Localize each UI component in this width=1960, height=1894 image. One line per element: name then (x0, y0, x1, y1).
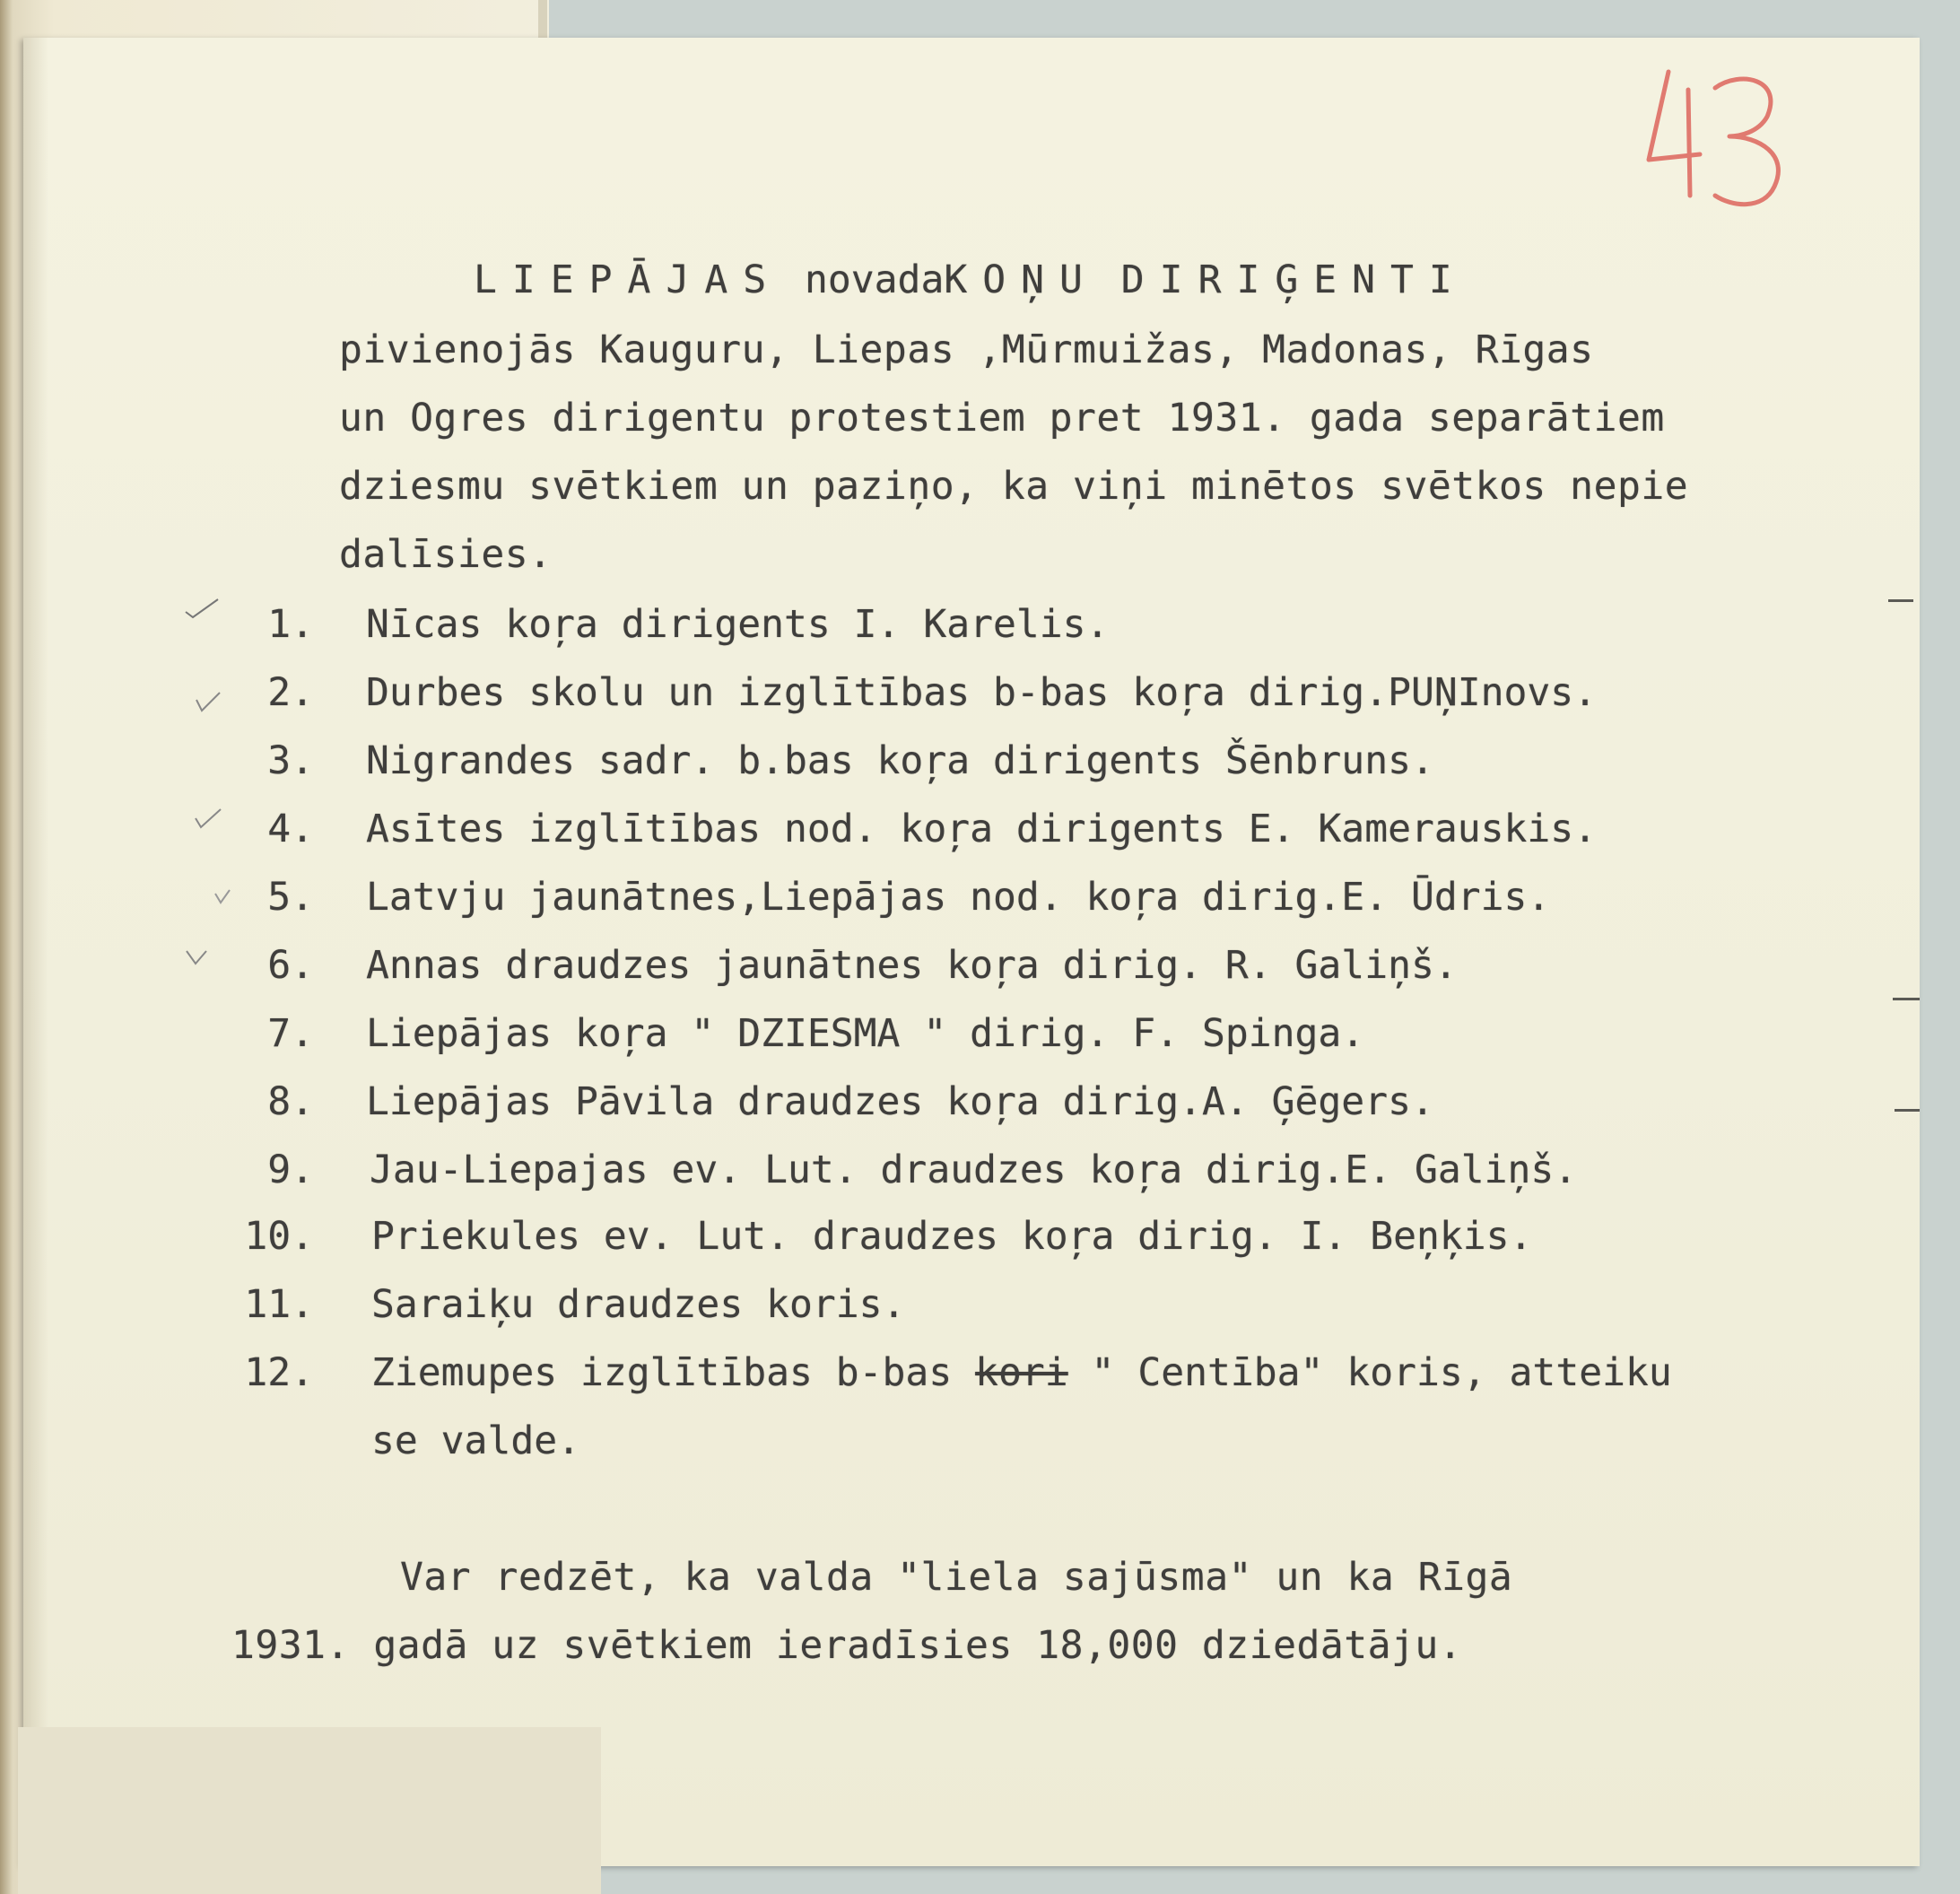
margin-mark (1888, 599, 1913, 602)
margin-mark (1893, 998, 1920, 1000)
title-word-novada: novada (805, 257, 945, 302)
closing-line-1: Var redzēt, ka valda "liela sajūsma" un ka Rīgā (400, 1555, 1513, 1600)
intro-line-1: pivienojās Kauguru, Liepas ,Mūrmuižas, Madonas, Rīgas (339, 327, 1594, 372)
intro-line-4: dalīsies. (339, 532, 553, 577)
item-number: 2. (267, 670, 314, 715)
item-number: 8. (267, 1079, 314, 1124)
item-number: 5. (267, 875, 314, 920)
item-number: 6. (267, 943, 314, 988)
list-item: Durbes skolu un izglītības b-bas koŗa dirig.PUŅInovs. (366, 670, 1598, 715)
item-number: 12. (244, 1350, 314, 1395)
list-item (371, 1351, 1672, 1394)
item-number: 4. (267, 807, 314, 851)
check-mark-icon (184, 598, 220, 619)
list-item: Jau-Liepajas ev. Lut. draudzes koŗa dirig.E. Galiņš. (370, 1148, 1578, 1192)
title-conductors: DIRIĢENTI (1120, 257, 1468, 302)
list-item: Saraiķu draudzes koris. (371, 1282, 906, 1327)
list-item-continuation: se valde. (371, 1418, 580, 1463)
list-item: Latvju jaunātnes,Liepājas nod. koŗa dirig.E. Ūdris. (366, 875, 1551, 920)
item-number: 1. (267, 602, 314, 647)
item-text: Ziemupes izglītības b-bas (371, 1350, 953, 1395)
list-item: Annas draudzes jaunātnes koŗa dirig. R. Galiņš. (366, 943, 1458, 988)
intro-line-2: un Ogres dirigentu protestiem pret 1931. gada separātiem (339, 396, 1665, 441)
list-item: Priekules ev. Lut. draudzes koŗa dirig. I. Beņķis. (371, 1214, 1533, 1259)
item-number: 7. (267, 1011, 314, 1056)
intro-line-3: dziesmu svētkiem un paziņo, ka viņi minētos svētkos nepie (339, 464, 1689, 509)
item-number: 9. (267, 1148, 314, 1192)
folded-flap (18, 1727, 601, 1894)
paper-shadow (23, 38, 48, 1866)
list-item: Liepājas Pāvila draudzes koŗa dirig.A. Ģēgers. (366, 1079, 1434, 1124)
item-number: 3. (267, 738, 314, 783)
margin-mark (1895, 1109, 1920, 1112)
title-choirs: KOŅU (944, 257, 1098, 302)
folio-number-handwritten (1633, 54, 1794, 224)
document-title (474, 258, 1468, 301)
item-text-after: " Centība" koris, atteiku (1067, 1350, 1672, 1395)
list-item: Nīcas koŗa dirigents I. Karelis. (366, 602, 1110, 647)
list-item: Nigrandes sadr. b.bas koŗa dirigents Šēnbruns. (366, 738, 1434, 783)
closing-line-2: 1931. gadā uz svētkiem ieradīsies 18,000 dziedātāju. (231, 1623, 1463, 1668)
struck-word: kori (975, 1350, 1068, 1395)
title-region: LIEPĀJAS (474, 257, 782, 302)
item-number: 10. (244, 1214, 314, 1259)
item-number: 11. (244, 1282, 314, 1327)
list-item: Liepājas koŗa " DZIESMA " dirig. F. Spinga. (366, 1011, 1365, 1056)
list-item: Asītes izglītības nod. koŗa dirigents E. Kamerauskis. (366, 807, 1598, 851)
